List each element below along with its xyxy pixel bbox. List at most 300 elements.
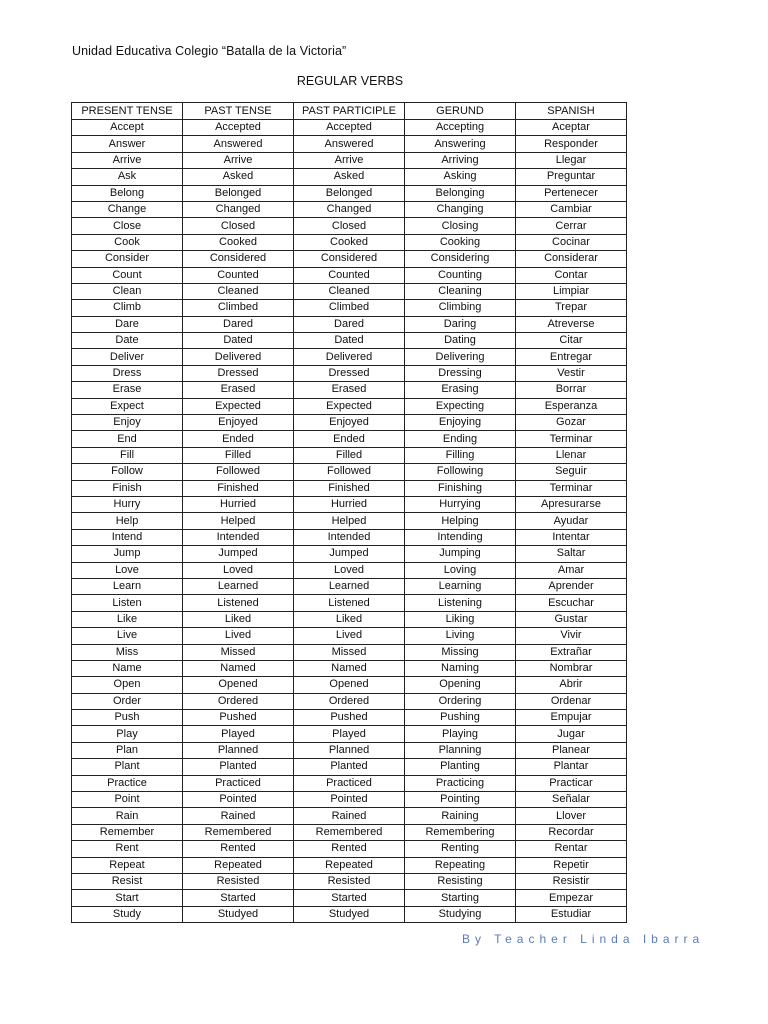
cell-gerund: Ending — [405, 431, 516, 447]
cell-spanish: Cocinar — [516, 234, 627, 250]
cell-gerund: Cooking — [405, 234, 516, 250]
cell-spanish: Trepar — [516, 300, 627, 316]
cell-past-tense: Jumped — [183, 546, 294, 562]
cell-spanish: Saltar — [516, 546, 627, 562]
cell-past-participle: Cleaned — [294, 283, 405, 299]
table-row — [72, 546, 627, 562]
cell-past-tense: Climbed — [183, 300, 294, 316]
cell-spanish: Gozar — [516, 415, 627, 431]
cell-spanish: Empujar — [516, 710, 627, 726]
cell-present-tense: Hurry — [72, 496, 183, 512]
cell-past-participle: Followed — [294, 464, 405, 480]
cell-past-tense: Hurried — [183, 496, 294, 512]
cell-past-participle: Arrive — [294, 152, 405, 168]
table-row — [72, 120, 627, 136]
cell-spanish: Llenar — [516, 447, 627, 463]
cell-present-tense: Follow — [72, 464, 183, 480]
cell-gerund: Playing — [405, 726, 516, 742]
cell-past-participle: Rented — [294, 841, 405, 857]
cell-past-tense: Finished — [183, 480, 294, 496]
cell-past-participle: Resisted — [294, 873, 405, 889]
cell-past-participle: Practiced — [294, 775, 405, 791]
school-name: Unidad Educativa Colegio “Batalla de la Victoria” — [72, 44, 347, 58]
cell-present-tense: Miss — [72, 644, 183, 660]
header-row — [72, 103, 627, 120]
cell-spanish: Considerar — [516, 251, 627, 267]
cell-spanish: Apresurarse — [516, 496, 627, 512]
cell-past-tense: Counted — [183, 267, 294, 283]
cell-past-tense: Liked — [183, 611, 294, 627]
cell-past-tense: Considered — [183, 251, 294, 267]
cell-past-participle: Ordered — [294, 693, 405, 709]
cell-past-tense: Resisted — [183, 873, 294, 889]
cell-past-tense: Delivered — [183, 349, 294, 365]
cell-present-tense: Erase — [72, 382, 183, 398]
cell-past-tense: Opened — [183, 677, 294, 693]
cell-present-tense: Plant — [72, 759, 183, 775]
cell-spanish: Extrañar — [516, 644, 627, 660]
cell-gerund: Filling — [405, 447, 516, 463]
table-row — [72, 857, 627, 873]
cell-spanish: Llegar — [516, 152, 627, 168]
cell-past-participle: Finished — [294, 480, 405, 496]
cell-past-participle: Pushed — [294, 710, 405, 726]
cell-past-tense: Accepted — [183, 120, 294, 136]
table-row — [72, 398, 627, 414]
cell-gerund: Ordering — [405, 693, 516, 709]
table-row — [72, 660, 627, 676]
table-row — [72, 349, 627, 365]
cell-past-participle: Remembered — [294, 824, 405, 840]
table-row — [72, 693, 627, 709]
cell-gerund: Repeating — [405, 857, 516, 873]
table-row — [72, 152, 627, 168]
cell-spanish: Ayudar — [516, 513, 627, 529]
cell-past-participle: Dated — [294, 333, 405, 349]
cell-present-tense: Name — [72, 660, 183, 676]
cell-gerund: Considering — [405, 251, 516, 267]
cell-past-participle: Delivered — [294, 349, 405, 365]
cell-past-participle: Asked — [294, 169, 405, 185]
cell-past-participle: Opened — [294, 677, 405, 693]
cell-past-tense: Intended — [183, 529, 294, 545]
cell-present-tense: Accept — [72, 120, 183, 136]
cell-past-participle: Loved — [294, 562, 405, 578]
table-row — [72, 906, 627, 922]
table-row — [72, 333, 627, 349]
cell-past-participle: Planted — [294, 759, 405, 775]
cell-past-tense: Enjoyed — [183, 415, 294, 431]
cell-present-tense: Rain — [72, 808, 183, 824]
cell-past-participle: Jumped — [294, 546, 405, 562]
cell-gerund: Jumping — [405, 546, 516, 562]
cell-past-participle: Missed — [294, 644, 405, 660]
cell-past-tense: Cooked — [183, 234, 294, 250]
cell-gerund: Following — [405, 464, 516, 480]
cell-spanish: Terminar — [516, 431, 627, 447]
cell-past-tense: Erased — [183, 382, 294, 398]
cell-gerund: Naming — [405, 660, 516, 676]
cell-spanish: Atreverse — [516, 316, 627, 332]
cell-spanish: Plantar — [516, 759, 627, 775]
cell-gerund: Finishing — [405, 480, 516, 496]
cell-gerund: Accepting — [405, 120, 516, 136]
author-signature: By Teacher Linda Ibarra — [462, 932, 705, 946]
cell-spanish: Practicar — [516, 775, 627, 791]
cell-present-tense: Climb — [72, 300, 183, 316]
cell-past-participle: Expected — [294, 398, 405, 414]
cell-past-participle: Erased — [294, 382, 405, 398]
table-row — [72, 644, 627, 660]
cell-spanish: Nombrar — [516, 660, 627, 676]
cell-present-tense: Learn — [72, 578, 183, 594]
cell-spanish: Abrir — [516, 677, 627, 693]
cell-past-tense: Loved — [183, 562, 294, 578]
cell-spanish: Vivir — [516, 628, 627, 644]
cell-gerund: Opening — [405, 677, 516, 693]
table-row — [72, 480, 627, 496]
cell-past-tense: Ordered — [183, 693, 294, 709]
cell-past-tense: Helped — [183, 513, 294, 529]
cell-gerund: Loving — [405, 562, 516, 578]
cell-past-tense: Pointed — [183, 792, 294, 808]
cell-present-tense: Dare — [72, 316, 183, 332]
cell-past-tense: Missed — [183, 644, 294, 660]
table-row — [72, 529, 627, 545]
cell-present-tense: Play — [72, 726, 183, 742]
cell-present-tense: Love — [72, 562, 183, 578]
cell-spanish: Terminar — [516, 480, 627, 496]
cell-spanish: Intentar — [516, 529, 627, 545]
cell-spanish: Preguntar — [516, 169, 627, 185]
cell-past-participle: Hurried — [294, 496, 405, 512]
cell-spanish: Llover — [516, 808, 627, 824]
page-title: REGULAR VERBS — [296, 74, 404, 88]
cell-present-tense: Ask — [72, 169, 183, 185]
cell-gerund: Belonging — [405, 185, 516, 201]
cell-past-tense: Rained — [183, 808, 294, 824]
cell-present-tense: Push — [72, 710, 183, 726]
table-row — [72, 628, 627, 644]
cell-gerund: Dating — [405, 333, 516, 349]
table-row — [72, 792, 627, 808]
table-row — [72, 169, 627, 185]
cell-past-tense: Asked — [183, 169, 294, 185]
cell-past-tense: Answered — [183, 136, 294, 152]
cell-gerund: Practicing — [405, 775, 516, 791]
cell-past-participle: Climbed — [294, 300, 405, 316]
cell-past-tense: Rented — [183, 841, 294, 857]
table-row — [72, 185, 627, 201]
table-row — [72, 431, 627, 447]
cell-past-participle: Planned — [294, 742, 405, 758]
cell-past-participle: Changed — [294, 201, 405, 217]
cell-past-participle: Closed — [294, 218, 405, 234]
cell-gerund: Remembering — [405, 824, 516, 840]
cell-spanish: Cerrar — [516, 218, 627, 234]
cell-past-tense: Pushed — [183, 710, 294, 726]
cell-past-participle: Lived — [294, 628, 405, 644]
cell-present-tense: Arrive — [72, 152, 183, 168]
table-row — [72, 201, 627, 217]
table-row — [72, 251, 627, 267]
cell-gerund: Planning — [405, 742, 516, 758]
table-row — [72, 890, 627, 906]
table-row — [72, 726, 627, 742]
table-row — [72, 382, 627, 398]
cell-present-tense: Finish — [72, 480, 183, 496]
cell-past-participle: Listened — [294, 595, 405, 611]
cell-past-participle: Learned — [294, 578, 405, 594]
cell-gerund: Liking — [405, 611, 516, 627]
cell-gerund: Learning — [405, 578, 516, 594]
cell-gerund: Erasing — [405, 382, 516, 398]
cell-spanish: Rentar — [516, 841, 627, 857]
cell-gerund: Missing — [405, 644, 516, 660]
cell-gerund: Answering — [405, 136, 516, 152]
cell-spanish: Planear — [516, 742, 627, 758]
cell-present-tense: Count — [72, 267, 183, 283]
table-row — [72, 234, 627, 250]
cell-past-tense: Played — [183, 726, 294, 742]
table-row — [72, 316, 627, 332]
cell-present-tense: Consider — [72, 251, 183, 267]
table-row — [72, 136, 627, 152]
cell-past-tense: Expected — [183, 398, 294, 414]
cell-present-tense: Close — [72, 218, 183, 234]
cell-past-tense: Filled — [183, 447, 294, 463]
cell-past-tense: Cleaned — [183, 283, 294, 299]
table-row — [72, 283, 627, 299]
cell-past-participle: Dressed — [294, 365, 405, 381]
cell-present-tense: Plan — [72, 742, 183, 758]
cell-past-tense: Dared — [183, 316, 294, 332]
cell-spanish: Repetir — [516, 857, 627, 873]
cell-spanish: Amar — [516, 562, 627, 578]
cell-present-tense: End — [72, 431, 183, 447]
cell-past-tense: Practiced — [183, 775, 294, 791]
cell-past-participle: Filled — [294, 447, 405, 463]
cell-spanish: Aceptar — [516, 120, 627, 136]
table-row — [72, 808, 627, 824]
verbs-table — [71, 102, 627, 923]
cell-spanish: Pertenecer — [516, 185, 627, 201]
cell-past-tense: Arrive — [183, 152, 294, 168]
cell-spanish: Responder — [516, 136, 627, 152]
column-header-present-tense: PRESENT TENSE — [72, 103, 183, 120]
cell-spanish: Recordar — [516, 824, 627, 840]
cell-past-participle: Ended — [294, 431, 405, 447]
table-row — [72, 365, 627, 381]
column-header-past-tense: PAST TENSE — [183, 103, 294, 120]
cell-past-tense: Listened — [183, 595, 294, 611]
cell-past-tense: Learned — [183, 578, 294, 594]
cell-past-participle: Repeated — [294, 857, 405, 873]
cell-gerund: Arriving — [405, 152, 516, 168]
cell-gerund: Climbing — [405, 300, 516, 316]
cell-past-participle: Counted — [294, 267, 405, 283]
table-row — [72, 562, 627, 578]
cell-spanish: Cambiar — [516, 201, 627, 217]
cell-past-tense: Belonged — [183, 185, 294, 201]
cell-past-tense: Ended — [183, 431, 294, 447]
table-row — [72, 267, 627, 283]
cell-past-participle: Dared — [294, 316, 405, 332]
table-header — [72, 103, 627, 120]
cell-present-tense: Answer — [72, 136, 183, 152]
cell-spanish: Limpiar — [516, 283, 627, 299]
cell-spanish: Gustar — [516, 611, 627, 627]
cell-present-tense: Live — [72, 628, 183, 644]
cell-past-tense: Planned — [183, 742, 294, 758]
cell-present-tense: Enjoy — [72, 415, 183, 431]
cell-gerund: Counting — [405, 267, 516, 283]
cell-present-tense: Order — [72, 693, 183, 709]
table-row — [72, 841, 627, 857]
cell-gerund: Pointing — [405, 792, 516, 808]
cell-present-tense: Remember — [72, 824, 183, 840]
table-row — [72, 447, 627, 463]
cell-spanish: Estudiar — [516, 906, 627, 922]
cell-present-tense: Jump — [72, 546, 183, 562]
cell-gerund: Enjoying — [405, 415, 516, 431]
cell-gerund: Planting — [405, 759, 516, 775]
cell-spanish: Escuchar — [516, 595, 627, 611]
cell-spanish: Aprender — [516, 578, 627, 594]
table-row — [72, 873, 627, 889]
cell-past-tense: Dated — [183, 333, 294, 349]
cell-gerund: Living — [405, 628, 516, 644]
cell-present-tense: Help — [72, 513, 183, 529]
cell-present-tense: Fill — [72, 447, 183, 463]
cell-spanish: Jugar — [516, 726, 627, 742]
cell-spanish: Esperanza — [516, 398, 627, 414]
cell-present-tense: Resist — [72, 873, 183, 889]
cell-past-tense: Remembered — [183, 824, 294, 840]
cell-spanish: Señalar — [516, 792, 627, 808]
cell-present-tense: Expect — [72, 398, 183, 414]
cell-present-tense: Repeat — [72, 857, 183, 873]
column-header-spanish: SPANISH — [516, 103, 627, 120]
cell-gerund: Resisting — [405, 873, 516, 889]
cell-past-tense: Lived — [183, 628, 294, 644]
table-row — [72, 824, 627, 840]
table-row — [72, 759, 627, 775]
cell-past-participle: Considered — [294, 251, 405, 267]
cell-past-participle: Played — [294, 726, 405, 742]
cell-gerund: Raining — [405, 808, 516, 824]
cell-past-participle: Pointed — [294, 792, 405, 808]
cell-spanish: Borrar — [516, 382, 627, 398]
cell-gerund: Delivering — [405, 349, 516, 365]
table-row — [72, 415, 627, 431]
cell-present-tense: Intend — [72, 529, 183, 545]
cell-past-tense: Repeated — [183, 857, 294, 873]
cell-gerund: Studying — [405, 906, 516, 922]
cell-gerund: Dressing — [405, 365, 516, 381]
table-row — [72, 496, 627, 512]
table-row — [72, 710, 627, 726]
cell-gerund: Renting — [405, 841, 516, 857]
cell-present-tense: Clean — [72, 283, 183, 299]
cell-past-tense: Closed — [183, 218, 294, 234]
cell-past-tense: Dressed — [183, 365, 294, 381]
column-header-gerund: GERUND — [405, 103, 516, 120]
cell-present-tense: Deliver — [72, 349, 183, 365]
cell-past-participle: Enjoyed — [294, 415, 405, 431]
cell-past-participle: Cooked — [294, 234, 405, 250]
table-row — [72, 595, 627, 611]
cell-spanish: Seguir — [516, 464, 627, 480]
cell-gerund: Changing — [405, 201, 516, 217]
cell-past-participle: Started — [294, 890, 405, 906]
cell-present-tense: Like — [72, 611, 183, 627]
cell-gerund: Intending — [405, 529, 516, 545]
cell-spanish: Resistir — [516, 873, 627, 889]
table-row — [72, 611, 627, 627]
table-row — [72, 742, 627, 758]
cell-spanish: Citar — [516, 333, 627, 349]
table-row — [72, 218, 627, 234]
cell-past-participle: Studyed — [294, 906, 405, 922]
cell-past-tense: Planted — [183, 759, 294, 775]
cell-gerund: Closing — [405, 218, 516, 234]
cell-present-tense: Cook — [72, 234, 183, 250]
cell-spanish: Empezar — [516, 890, 627, 906]
column-header-past-participle: PAST PARTICIPLE — [294, 103, 405, 120]
cell-spanish: Contar — [516, 267, 627, 283]
table-row — [72, 464, 627, 480]
cell-present-tense: Belong — [72, 185, 183, 201]
cell-past-participle: Accepted — [294, 120, 405, 136]
cell-present-tense: Point — [72, 792, 183, 808]
cell-present-tense: Dress — [72, 365, 183, 381]
cell-gerund: Starting — [405, 890, 516, 906]
cell-present-tense: Practice — [72, 775, 183, 791]
cell-present-tense: Start — [72, 890, 183, 906]
cell-spanish: Entregar — [516, 349, 627, 365]
cell-gerund: Expecting — [405, 398, 516, 414]
table-row — [72, 775, 627, 791]
cell-past-tense: Followed — [183, 464, 294, 480]
cell-gerund: Hurrying — [405, 496, 516, 512]
table-row — [72, 300, 627, 316]
cell-present-tense: Rent — [72, 841, 183, 857]
cell-gerund: Cleaning — [405, 283, 516, 299]
cell-past-tense: Studyed — [183, 906, 294, 922]
cell-past-tense: Named — [183, 660, 294, 676]
cell-past-participle: Liked — [294, 611, 405, 627]
table-row — [72, 513, 627, 529]
cell-past-tense: Changed — [183, 201, 294, 217]
cell-past-participle: Answered — [294, 136, 405, 152]
table-body — [72, 120, 627, 923]
cell-spanish: Ordenar — [516, 693, 627, 709]
table-row — [72, 578, 627, 594]
table-row — [72, 677, 627, 693]
cell-gerund: Listening — [405, 595, 516, 611]
cell-past-participle: Named — [294, 660, 405, 676]
cell-present-tense: Open — [72, 677, 183, 693]
cell-present-tense: Change — [72, 201, 183, 217]
cell-present-tense: Listen — [72, 595, 183, 611]
cell-gerund: Helping — [405, 513, 516, 529]
cell-spanish: Vestir — [516, 365, 627, 381]
cell-gerund: Daring — [405, 316, 516, 332]
cell-present-tense: Study — [72, 906, 183, 922]
cell-past-participle: Rained — [294, 808, 405, 824]
cell-gerund: Asking — [405, 169, 516, 185]
